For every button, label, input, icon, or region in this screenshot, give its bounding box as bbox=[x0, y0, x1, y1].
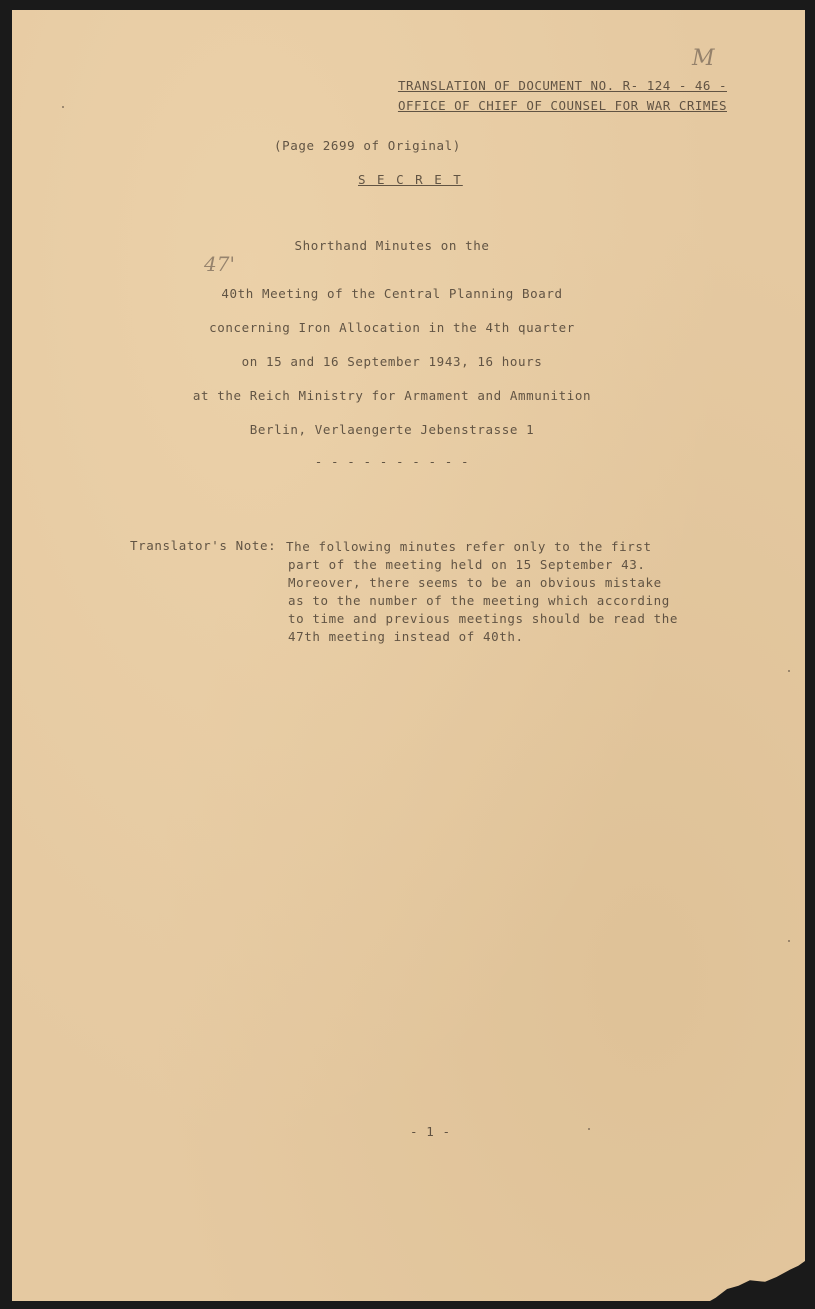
page-of-original: (Page 2699 of Original) bbox=[274, 138, 461, 153]
document-page bbox=[12, 10, 805, 1301]
title-line-6: Berlin, Verlaengerte Jebenstrasse 1 bbox=[249, 422, 535, 437]
margin-mark bbox=[588, 1128, 590, 1130]
translator-note-body bbox=[286, 538, 678, 646]
header-office: OFFICE OF CHIEF OF COUNSEL FOR WAR CRIMES bbox=[397, 98, 727, 113]
translator-note-label: Translator's Note: bbox=[130, 538, 277, 553]
translator-note-line: to time and previous meetings should be read the bbox=[288, 611, 679, 626]
margin-mark bbox=[788, 940, 790, 942]
title-line-3: concerning Iron Allocation in the 4th quarter bbox=[209, 320, 575, 335]
translator-note-line: 47th meeting instead of 40th. bbox=[288, 629, 524, 644]
classification: S E C R E T bbox=[358, 172, 463, 187]
separator: - - - - - - - - - - bbox=[314, 454, 470, 469]
title-line-1: Shorthand Minutes on the bbox=[294, 238, 490, 253]
title-line-4: on 15 and 16 September 1943, 16 hours bbox=[241, 354, 543, 369]
header-document-number: TRANSLATION OF DOCUMENT NO. R- 124 - 46 - bbox=[397, 78, 727, 93]
translator-note-line: Moreover, there seems to be an obvious mistake bbox=[288, 575, 662, 590]
handwritten-mark: M bbox=[692, 46, 715, 71]
translator-note-line: The following minutes refer only to the first bbox=[286, 539, 652, 554]
handwritten-margin-number: 47' bbox=[204, 252, 235, 276]
title-line-5: at the Reich Ministry for Armament and Ammunition bbox=[192, 388, 592, 403]
translator-note-line: as to the number of the meeting which according bbox=[288, 593, 670, 608]
translator-note-line: part of the meeting held on 15 September 43. bbox=[288, 557, 646, 572]
title-line-2: 40th Meeting of the Central Planning Board bbox=[221, 286, 563, 301]
page-number: - 1 - bbox=[410, 1124, 451, 1139]
margin-mark bbox=[62, 106, 64, 108]
margin-mark bbox=[788, 670, 790, 672]
translation-header bbox=[398, 76, 727, 116]
